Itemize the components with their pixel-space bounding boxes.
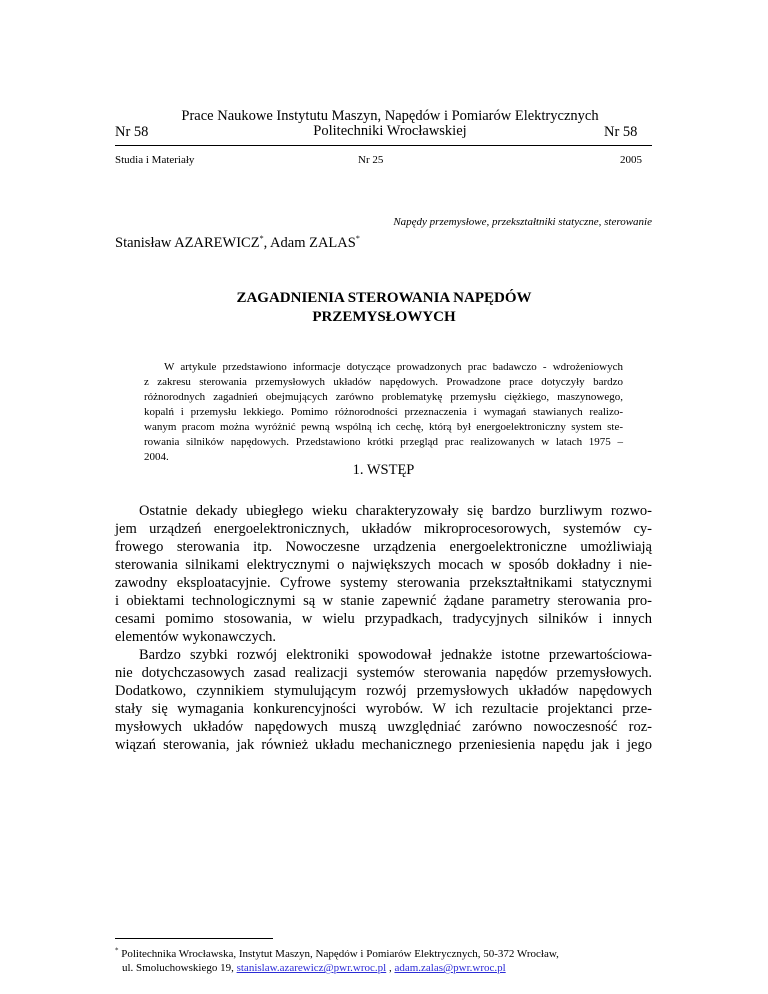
body-line: Bardzo szybki rozwój elektroniki spowodował jednakże istotne przewartościowa- <box>139 647 652 663</box>
footnote-affiliation <box>115 947 559 961</box>
body-line: frowego sterowania itp. Nowoczesne urządzenia energoelektroniczne umożliwiają <box>115 539 652 555</box>
email-link-azarewicz[interactable]: stanislaw.azarewicz@pwr.wroc.pl <box>236 962 387 974</box>
volume-number-left: Nr 58 <box>115 124 149 140</box>
author-2: Adam ZALAS <box>270 235 356 251</box>
abstract <box>144 360 623 465</box>
header-divider <box>115 145 652 146</box>
footnote-address-text: ul. Smoluchowskiego 19, <box>122 962 237 974</box>
keywords: Napędy przemysłowe, przekształtniki statyczne, sterowanie <box>393 216 652 228</box>
footnote-mark: * <box>115 946 119 955</box>
abstract-line: rowania silników napędowych. Przedstawiono krótki przegląd prac realizowanych w latach 1975 – <box>144 436 623 448</box>
abstract-line: W artykule przedstawiono informacje dotyczące prowadzonych prac badawczo - wdrożeniowych <box>164 361 623 373</box>
paper-title-line2: PRZEMYSŁOWYCH <box>312 309 456 325</box>
body-line: stały się wymagania konkurencyjności wyrobów. W ich rezultacie projektanci prze- <box>115 701 652 717</box>
section-body <box>115 502 652 754</box>
footnote-divider <box>115 938 273 939</box>
author-2-footnote-mark: * <box>355 234 360 244</box>
publication-year: 2005 <box>620 154 642 166</box>
author-separator: , <box>263 235 271 251</box>
body-line: mysłowych układów napędowych muszą uwzględniać zarówno nowoczesność roz- <box>115 719 652 735</box>
email-link-zalas[interactable]: adam.zalas@pwr.wroc.pl <box>394 962 506 974</box>
body-line: nie dotychczasowych zasad realizacji systemów sterowania napędów przemysłowych. <box>115 665 652 681</box>
body-line: zawodny eksploatacyjnie. Cyfrowe systemy sterowania przekształtnikami statycznymi <box>115 575 652 591</box>
authors <box>115 235 360 252</box>
body-line: elementów wykonawczych. <box>115 629 277 645</box>
footnote-affiliation-text: Politechnika Wrocławska, Instytut Maszyn, Napędów i Pomiarów Elektrycznych, 50-372 Wrocław, <box>121 948 559 960</box>
footnote-address <box>115 961 559 975</box>
abstract-line: z zakresu sterowania przemysłowych układów napędowych. Prowadzone prace dotyczyły bardzo <box>144 376 623 388</box>
body-line: wiązań sterowania, jak również układu mechanicznego przeniesienia napędu jak i jego <box>115 737 652 753</box>
journal-title-line2: Politechniki Wrocławskiej <box>313 123 467 139</box>
author-1-footnote-mark: * <box>259 234 264 244</box>
body-line: sterowania silnikami elektrycznymi o największych mocach w sposób dokładny i nie- <box>115 557 652 573</box>
abstract-line: wanym pracom można wyróżnić pewną wspólną ich cechę, którą był energoelektroniczny system ste- <box>144 421 623 433</box>
body-line: Ostatnie dekady ubiegłego wieku charakteryzowały się bardzo burzliwym rozwo- <box>139 503 652 519</box>
journal-title-line1: Prace Naukowe Instytutu Maszyn, Napędów i Pomiarów Elektrycznych <box>181 108 599 124</box>
section-heading: 1. WSTĘP <box>352 462 415 478</box>
body-line: cesami pomimo stosowania, w wielu przypadkach, tradycyjnych silników i innych <box>115 611 652 627</box>
body-line: i obiektami technologicznymi są w stanie zapewnić żądane parametry sterowania pro- <box>115 593 652 609</box>
issue-number: Nr 25 <box>358 154 384 166</box>
paper-title <box>150 289 618 327</box>
footnote <box>115 947 559 975</box>
paper-title-line1: ZAGADNIENIA STEROWANIA NAPĘDÓW <box>236 290 532 306</box>
series-label: Studia i Materiały <box>115 154 195 166</box>
email-separator: , <box>386 962 395 974</box>
abstract-line: kopalń i przemysłu lekkiego. Pomimo różnorodności przeznaczenia i wymagań stawianych realizo- <box>144 406 623 418</box>
abstract-line: różnorodnych zagadnień obejmujących zarówno problematykę przemysłu ciężkiego, maszynowego, <box>144 391 623 403</box>
body-line: Dodatkowo, czynnikiem stymulującym rozwój przemysłowych układów napędowych <box>115 683 652 699</box>
abstract-line: 2004. <box>144 451 169 463</box>
author-1: Stanisław AZAREWICZ <box>115 235 260 251</box>
body-line: jem urządzeń energoelektronicznych, układów mikroprocesorowych, systemów cy- <box>115 521 652 537</box>
volume-number-right: Nr 58 <box>604 124 638 140</box>
